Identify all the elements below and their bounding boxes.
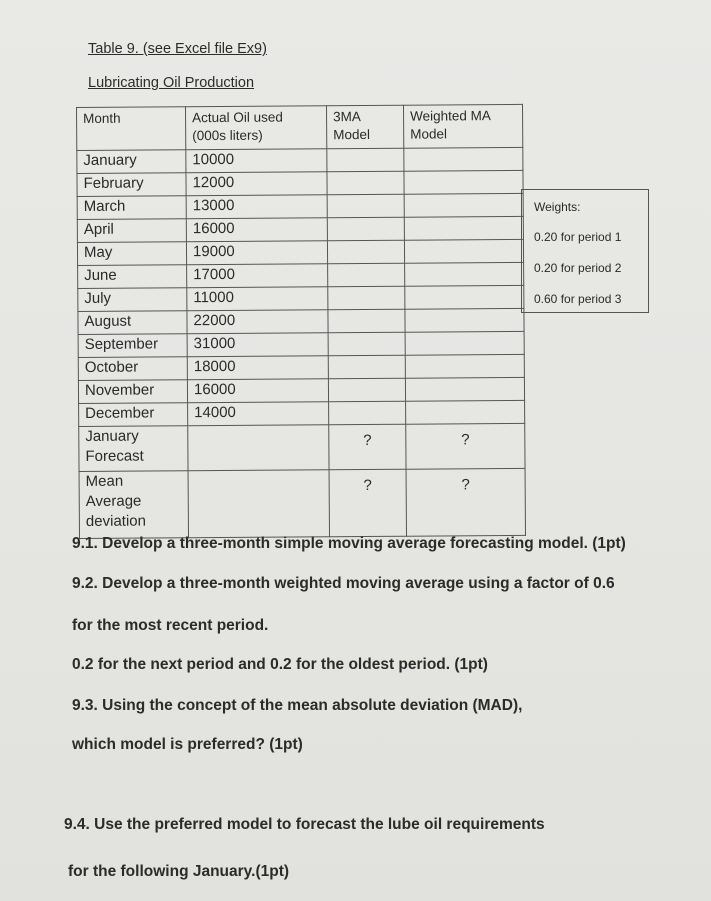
forecast-label: January Forecast: [79, 426, 188, 472]
table-row: [78, 308, 524, 334]
wma-cell: [404, 170, 523, 194]
forecast-ma3-cell: ?: [329, 424, 406, 470]
month-cell: March: [77, 196, 186, 220]
actual-cell: 14000: [188, 402, 329, 426]
ma3-cell: [328, 263, 405, 287]
weight-item: 0.20 for period 2: [534, 261, 622, 275]
wma-cell: [405, 377, 524, 401]
actual-cell: 10000: [186, 149, 327, 173]
wma-cell: [404, 239, 523, 263]
month-cell: August: [78, 311, 187, 335]
wma-cell: [404, 147, 523, 171]
weight-item: 0.20 for period 1: [534, 230, 622, 244]
table-row: [77, 170, 523, 196]
month-cell: June: [78, 265, 187, 289]
table-row: [78, 331, 524, 357]
mad-actual-cell: [188, 470, 329, 538]
question-line: 0.2 for the next period and 0.2 for the oldest period. (1pt): [72, 656, 488, 673]
header-3ma: 3MA Model: [326, 105, 403, 149]
header-month: Month: [77, 107, 186, 151]
table-row: [78, 262, 524, 288]
weights-box: [521, 189, 649, 313]
actual-cell: 11000: [187, 287, 328, 311]
month-cell: July: [78, 288, 187, 312]
actual-cell: 31000: [187, 333, 328, 357]
question-line: 9.2. Develop a three-month weighted moving average using a factor of 0.6: [72, 575, 615, 592]
mad-row: [79, 468, 525, 538]
table-row: [79, 400, 525, 426]
table-row: [78, 285, 524, 311]
ma3-cell: [328, 332, 405, 356]
wma-cell: [405, 331, 524, 355]
ma3-cell: [327, 194, 404, 218]
wma-cell: [406, 400, 525, 424]
ma3-cell: [327, 217, 404, 241]
month-cell: February: [77, 173, 186, 197]
weight-item: 0.60 for period 3: [534, 292, 622, 306]
forecast-wma-cell: ?: [406, 423, 525, 469]
table-row: [77, 193, 523, 219]
oil-production-table: [76, 104, 526, 539]
month-cell: May: [77, 242, 186, 266]
ma3-cell: [327, 171, 404, 195]
actual-cell: 19000: [186, 241, 327, 265]
table-row: [77, 239, 523, 265]
wma-cell: [405, 285, 524, 309]
month-cell: April: [77, 219, 186, 243]
month-cell: September: [78, 334, 187, 358]
wma-cell: [404, 193, 523, 217]
weights-title: Weights:: [534, 200, 581, 214]
wma-cell: [404, 216, 523, 240]
mad-ma3-cell: ?: [329, 469, 406, 537]
table-row: [78, 354, 524, 380]
ma3-cell: [328, 309, 405, 333]
forecast-actual-cell: [188, 425, 329, 471]
table-row: [77, 147, 523, 173]
question-line: 9.4. Use the preferred model to forecast the lube oil requirements: [64, 816, 545, 833]
table-row: [77, 216, 523, 242]
actual-cell: 22000: [187, 310, 328, 334]
table-row: [78, 377, 524, 403]
month-cell: November: [78, 380, 187, 404]
actual-cell: 18000: [187, 356, 328, 380]
mad-label: Mean Average deviation: [79, 471, 188, 539]
question-line: 9.1. Develop a three-month simple moving average forecasting model. (1pt): [72, 535, 626, 552]
table-title: Table 9. (see Excel file Ex9): [88, 41, 267, 57]
wma-cell: [405, 354, 524, 378]
table-header-row: [77, 104, 523, 150]
ma3-cell: [328, 355, 405, 379]
table-subtitle: Lubricating Oil Production: [88, 75, 255, 91]
header-wma: Weighted MA Model: [403, 104, 522, 148]
ma3-cell: [329, 401, 406, 425]
actual-cell: 16000: [186, 218, 327, 242]
wma-cell: [405, 308, 524, 332]
month-cell: December: [79, 403, 188, 427]
ma3-cell: [327, 148, 404, 172]
ma3-cell: [327, 240, 404, 264]
question-line: 9.3. Using the concept of the mean absolute deviation (MAD),: [72, 697, 523, 714]
ma3-cell: [328, 378, 405, 402]
question-line: for the most recent period.: [72, 617, 269, 634]
question-line: which model is preferred? (1pt): [72, 736, 303, 753]
actual-cell: 13000: [186, 195, 327, 219]
wma-cell: [405, 262, 524, 286]
question-line: for the following January.(1pt): [68, 863, 290, 880]
forecast-row: [79, 423, 525, 471]
month-cell: October: [78, 357, 187, 381]
actual-cell: 17000: [187, 264, 328, 288]
actual-cell: 16000: [187, 379, 328, 403]
header-actual: Actual Oil used (000s liters): [186, 106, 327, 150]
ma3-cell: [328, 286, 405, 310]
mad-wma-cell: ?: [406, 468, 525, 536]
actual-cell: 12000: [186, 172, 327, 196]
month-cell: January: [77, 150, 186, 174]
